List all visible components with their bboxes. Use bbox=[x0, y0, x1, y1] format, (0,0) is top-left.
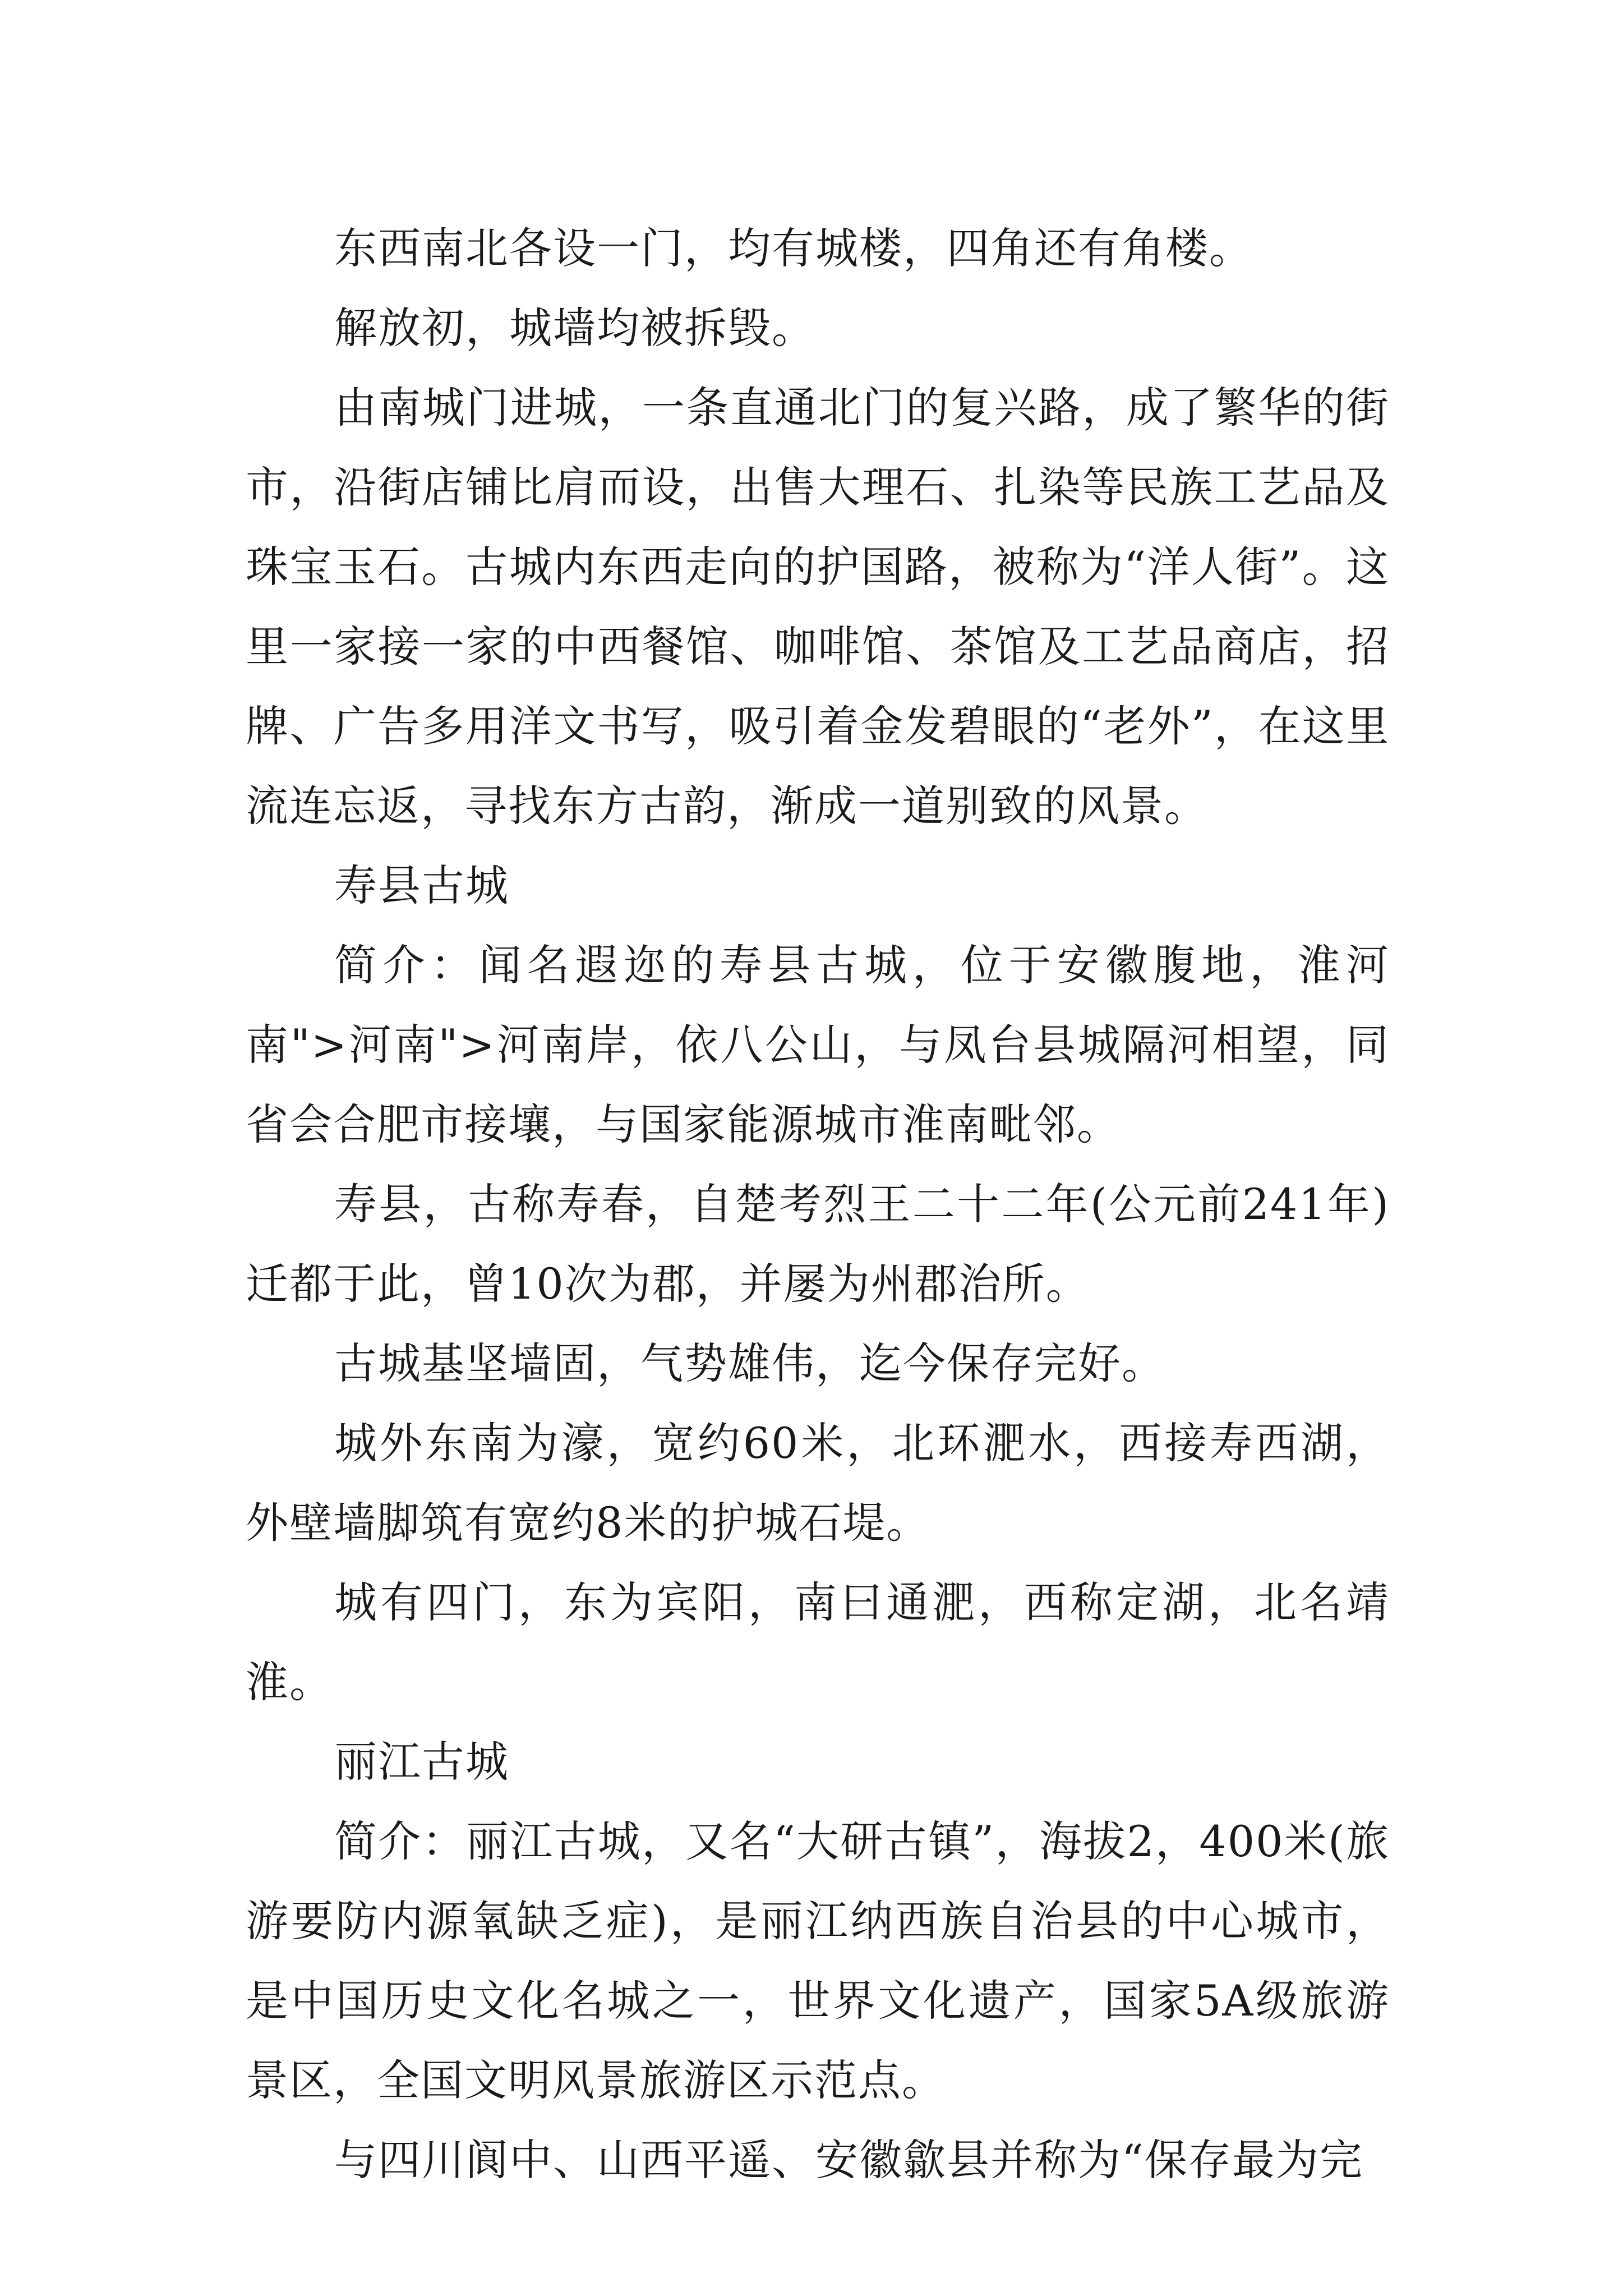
paragraph-gates: 东西南北各设一门，均有城楼，四角还有角楼。 bbox=[334, 223, 1253, 273]
heading-shouxian-old-town: 寿县古城 bbox=[334, 861, 509, 910]
paragraph-shouxian-moat: 城外东南为濠，宽约60米，北环淝水，西接寿西湖，外壁墙脚筑有宽约8米的护城石堤。 bbox=[246, 1418, 1390, 1548]
paragraph-walls-demolished: 解放初，城墙均被拆毁。 bbox=[334, 303, 815, 353]
document-body bbox=[246, 209, 1390, 2200]
paragraph-lijiang-comparison: 与四川阆中、山西平遥、安徽歙县并称为“保存最为完 bbox=[334, 2135, 1363, 2185]
paragraph-shouxian-walls: 古城基坚墙固，气势雄伟，迄今保存完好。 bbox=[334, 1338, 1165, 1388]
paragraph-shouxian-gates: 城有四门，东为宾阳，南曰通淝，西称定湖，北名靖淮。 bbox=[246, 1577, 1390, 1707]
heading-lijiang-old-town: 丽江古城 bbox=[334, 1737, 509, 1787]
paragraph-shouxian-history: 寿县，古称寿春，自楚考烈王二十二年(公元前241年)迁都于此，曾10次为郡，并屡为州郡治所。 bbox=[246, 1179, 1390, 1309]
paragraph-shouxian-intro: 简介：闻名遐迩的寿县古城，位于安徽腹地，淮河南">河南">河南岸，依八公山，与凤台县城隔河相望，同省会合肥市接壤，与国家能源城市淮南毗邻。 bbox=[246, 940, 1390, 1149]
paragraph-lijiang-intro: 简介：丽江古城，又名“大研古镇”，海拔2，400米(旅游要防内源氧缺乏症)，是丽江纳西族自治县的中心城市，是中国历史文化名城之一，世界文化遗产，国家5A级旅游景区，全国文明风景旅游区示范点。 bbox=[246, 1816, 1390, 2105]
paragraph-fuxing-road: 由南城门进城，一条直通北门的复兴路，成了繁华的街市，沿街店铺比肩而设，出售大理石、扎染等民族工艺品及珠宝玉石。古城内东西走向的护国路，被称为“洋人街”。这里一家接一家的中西餐馆、咖啡馆、茶馆及工艺品商店，招牌、广告多用洋文书写，吸引着金发碧眼的“老外”，在这里流连忘返，寻找东方古韵，渐成一道别致的风景。 bbox=[246, 383, 1390, 831]
